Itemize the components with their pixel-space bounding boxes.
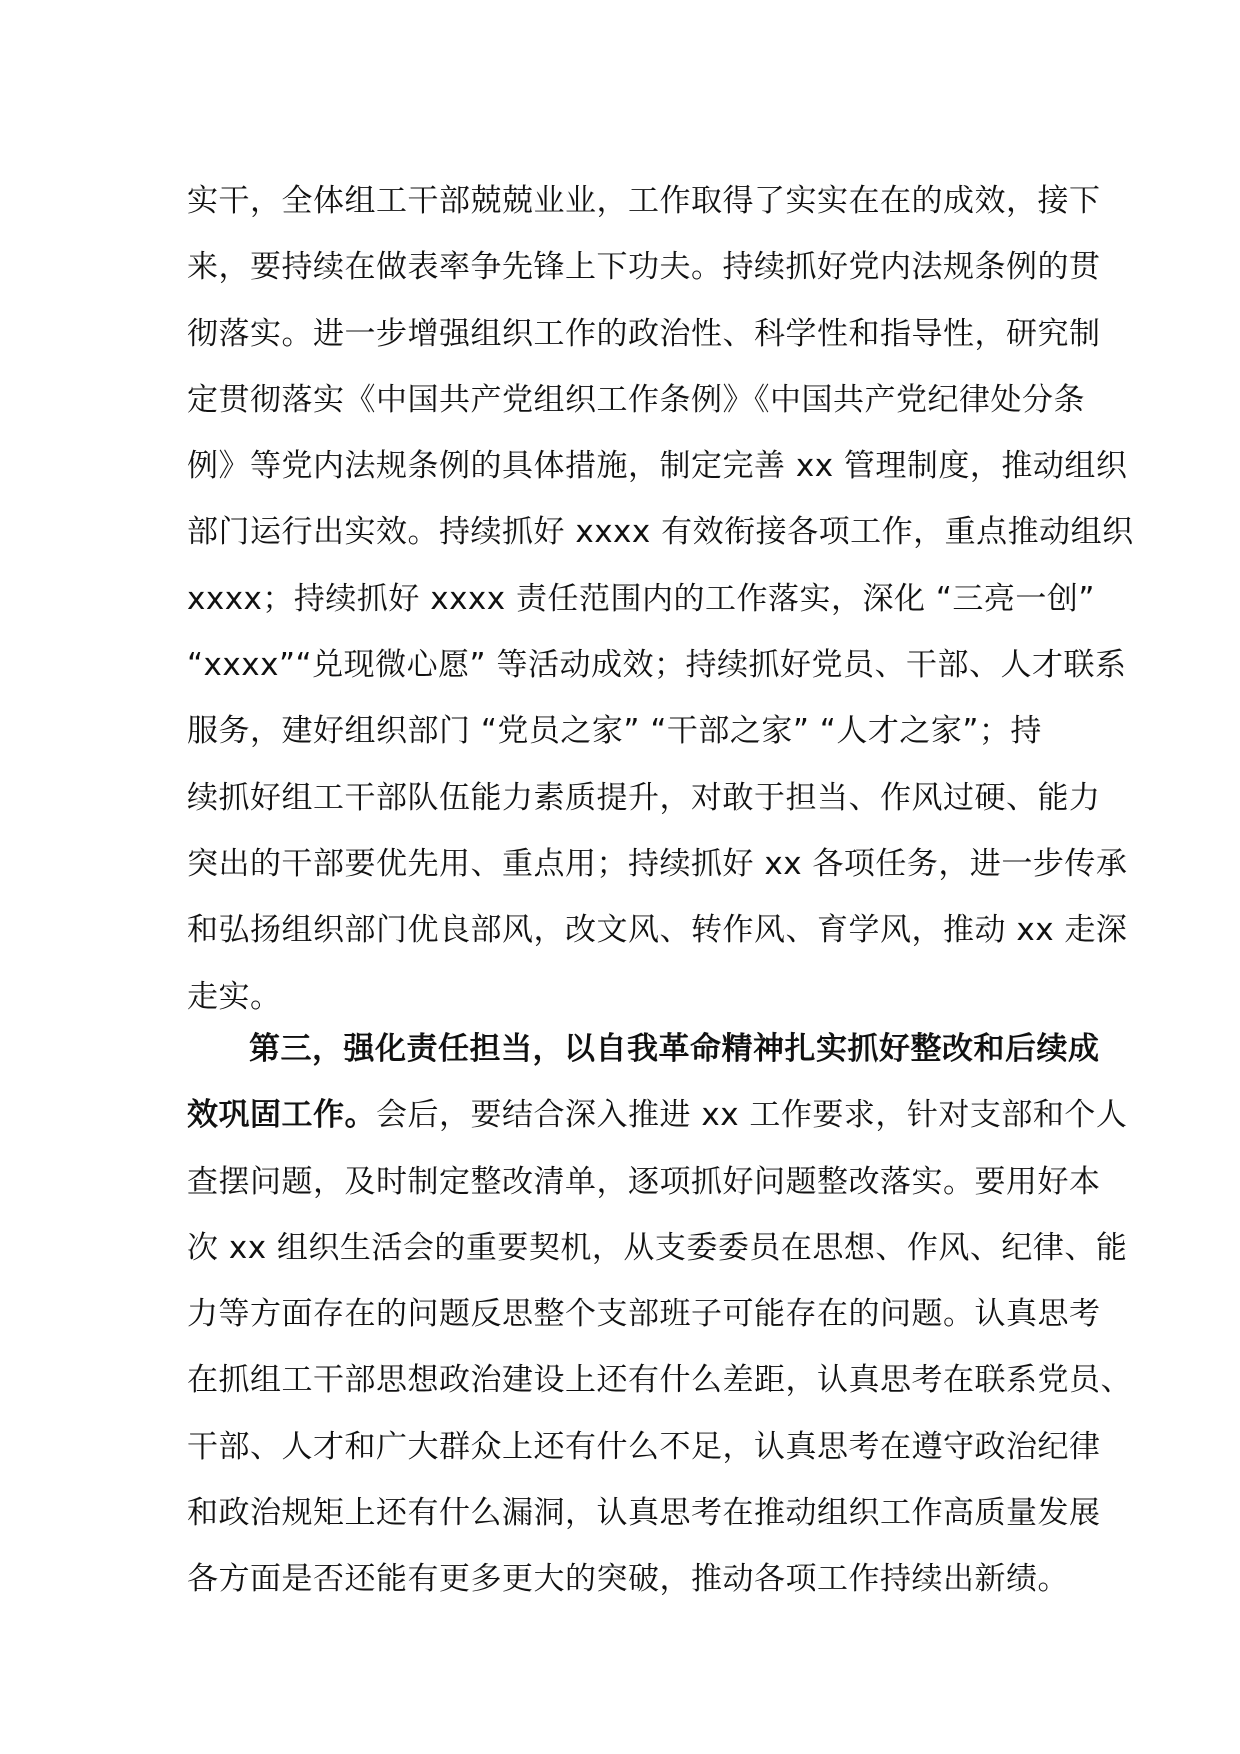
text-line: 服务，建好组织部门 “党员之家” “干部之家” “人才之家”；持: [187, 713, 1042, 750]
text-line: 和弘扬组织部门优良部风，改文风、转作风、育学风，推动 xx 走深: [187, 912, 1128, 949]
text-line: 各方面是否还能有更多更大的突破，推动各项工作持续出新绩。: [187, 1561, 1069, 1598]
text-line: 在抓组工干部思想政治建设上还有什么差距，认真思考在联系党员、: [187, 1362, 1132, 1399]
paragraph-2: [187, 1016, 1132, 1613]
text-line: 部门运行出实效。持续抓好 xxxx 有效衔接各项工作，重点推动组织: [187, 514, 1134, 551]
text-line: “xxxx”“兑现微心愿” 等活动成效；持续抓好党员、干部、人才联系: [187, 647, 1127, 684]
text-line: 突出的干部要优先用、重点用；持续抓好 xx 各项任务，进一步传承: [187, 845, 1128, 882]
paragraph-1: [187, 168, 1134, 1030]
bold-lead-text: 效巩固工作。: [187, 1097, 376, 1134]
bold-lead-line: 第三，强化责任担当，以自我革命精神扎实抓好整改和后续成: [249, 1031, 1100, 1067]
text-line: [187, 1082, 1128, 1148]
text-line: 查摆问题，及时制定整改清单，逐项抓好问题整改落实。要用好本: [187, 1163, 1101, 1200]
text-line: 定贯彻落实《中国共产党组织工作条例》《中国共产党纪律处分条: [187, 381, 1085, 418]
text-line: 例》等党内法规条例的具体措施，制定完善 xx 管理制度，推动组织: [187, 448, 1128, 485]
text-line: 来，要持续在做表率争先锋上下功夫。持续抓好党内法规条例的贯: [187, 249, 1101, 286]
text-line: xxxx；持续抓好 xxxx 责任范围内的工作落实，深化 “三亮一创”: [187, 580, 1095, 617]
text-line: 彻落实。进一步增强组织工作的政治性、科学性和指导性，研究制: [187, 315, 1101, 352]
text-line: 实干，全体组工干部兢兢业业，工作取得了实实在在的成效，接下: [187, 183, 1101, 219]
text-line: 走实。: [187, 978, 282, 1015]
text-line: 和政治规矩上还有什么漏洞，认真思考在推动组织工作高质量发展: [187, 1495, 1101, 1532]
text-line: 干部、人才和广大群众上还有什么不足，认真思考在遵守政治纪律: [187, 1428, 1101, 1465]
text-line: 续抓好组工干部队伍能力素质提升，对敢于担当、作风过硬、能力: [187, 779, 1101, 816]
text-line: 力等方面存在的问题反思整个支部班子可能存在的问题。认真思考: [187, 1296, 1101, 1333]
body-text: 会后，要结合深入推进 xx 工作要求，针对支部和个人: [376, 1097, 1128, 1134]
text-line: 次 xx 组织生活会的重要契机，从支委委员在思想、作风、纪律、能: [187, 1229, 1128, 1266]
